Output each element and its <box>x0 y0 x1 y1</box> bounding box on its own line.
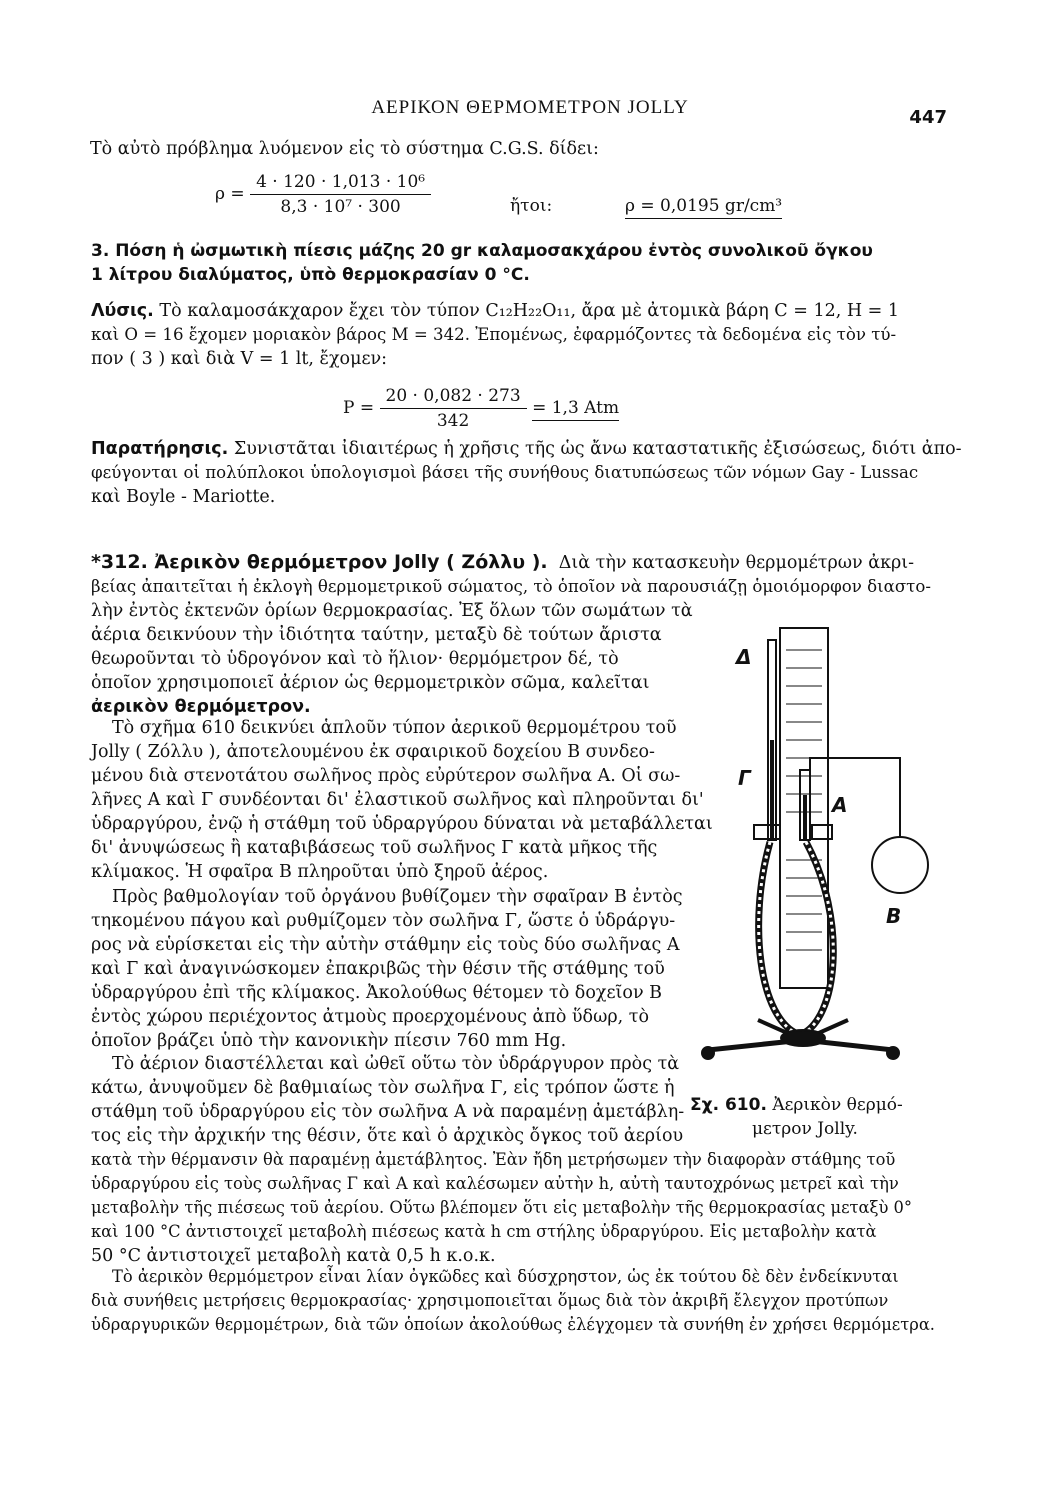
remark-line-3: καὶ Boyle - Mariotte. <box>91 487 276 507</box>
para2-line: ὑδραργύρου, ἐνῷ ἡ στάθμη τοῦ ὑδραργύρου δύναται νὰ μεταβάλλεται <box>91 814 713 834</box>
section-312-line: ὁποῖον χρησιμοποιεῖ ἀέριον ὡς θερμομετρικὸν σῶμα, καλεῖται <box>91 673 650 693</box>
para3-line: ἐντὸς χώρου περιέχοντος ἀτμοὺς προερχομένους ἀπὸ ὕδωρ, τὸ <box>91 1007 649 1027</box>
cgs-fraction <box>250 172 431 217</box>
para4-line: Τὸ ἀέριον διαστέλλεται καὶ ὠθεῖ οὕτω τὸν ὑδράργυρον πρὸς τὰ <box>112 1054 680 1074</box>
cgs-result: ρ = 0,0195 gr/cm³ <box>625 196 782 216</box>
para4-line: κάτω, ἀνυψοῦμεν δὲ βαθμιαίως τὸν σωλῆνα Γ, εἰς τρόπον ὥστε ἡ <box>91 1078 675 1098</box>
problem-3-line-1: 3. Πόση ἡ ὠσμωτικὴ πίεσις μάζης 20 gr καλαμοσακχάρου ἐντὸς συνολικοῦ ὄγκου <box>91 241 873 261</box>
section-312-line: θεωροῦνται τὸ ὑδρογόνον καὶ τὸ ἥλιον· θερμόμετρον δέ, τὸ <box>91 649 619 669</box>
label-b: B <box>886 904 902 928</box>
remark-line-2: φεύγονται οἱ πολύπλοκοι ὑπολογισμοὶ βάσει τῆς συνήθους διατυπώσεως τῶν νόμων Gay - Lussac <box>91 463 919 482</box>
para5-line: διὰ συνήθεις μετρήσεις θερμοκρασίας· χρησιμοποιεῖται ὅμως διὰ τὸν ἀκριβῆ ἔλεγχον προτύπων <box>91 1291 889 1310</box>
label-a: A <box>832 793 848 817</box>
para5-line: Τὸ ἀερικὸν θερμόμετρον εἶναι λίαν ὀγκῶδες καὶ δύσχρηστον, ὡς ἐκ τούτου δὲ δὲν ἐνδείκνυται <box>112 1267 899 1286</box>
para3-line: Πρὸς βαθμολογίαν τοῦ ὀργάνου βυθίζομεν τὴν σφαῖραν B ἐντὸς <box>112 887 683 907</box>
para4-line: τος εἰς τὴν ἀρχικήν της θέσιν, ὅτε καὶ ὁ ἀρχικὸς ὄγκος τοῦ ἀερίου <box>91 1126 684 1146</box>
para3-line: ὁποῖον βράζει ὑπὸ τὴν κανονικὴν πίεσιν 760 mm Hg. <box>91 1031 567 1051</box>
solution-line-3: πον ( 3 ) καὶ διὰ V = 1 lt, ἔχομεν: <box>91 349 388 369</box>
para2-line: Jolly ( Ζόλλυ ), ἀποτελουμένου ἐκ σφαιρικοῦ δοχείου B συνδεο- <box>91 742 655 762</box>
section-312-heading: *312. Ἀερικὸν θερμόμετρον Jolly ( Ζόλλυ ). <box>91 551 548 573</box>
para3-line: ὑδραργύρου ἐπὶ τῆς κλίμακος. Ἀκολούθως θέτομεν τὸ δοχεῖον B <box>91 983 663 1003</box>
section-312-line: ἀέρια δεικνύουν τὴν ἰδιότητα ταύτην, μεταξὺ δὲ τούτων ἄριστα <box>91 625 662 645</box>
jolly-thermometer-figure <box>688 620 933 1080</box>
para3-line: καὶ Γ καὶ ἀναγινώσκομεν ἐπακριβῶς τὴν θέσιν τῆς στάθμης τοῦ <box>91 959 665 979</box>
label-gamma: Γ <box>738 766 751 790</box>
caption-label: Σχ. 610. <box>690 1095 767 1115</box>
solution-numerator: 20 · 0,082 · 273 <box>380 386 527 409</box>
label-delta: Δ <box>736 645 752 669</box>
solution-fraction <box>380 386 527 431</box>
solution-denominator: 342 <box>436 411 470 431</box>
para4-line: κατὰ τὴν θέρμανσιν θὰ παραμένῃ ἀμετάβλητος. Ἐὰν ἤδη μετρήσωμεν τὴν διαφορὰν στάθμης τοῦ <box>91 1150 896 1169</box>
rubber-hose <box>759 842 834 1035</box>
bold-term: ἀερικὸν θερμόμετρον. <box>91 697 311 717</box>
bulb-b <box>872 837 928 893</box>
running-header: ΑΕΡΙΚΟΝ ΘΕΡΜΟΜΕΤΡΟΝ JOLLY <box>371 97 689 118</box>
cgs-equation <box>215 172 431 217</box>
cgs-mid: ἤτοι: <box>510 196 553 216</box>
cgs-lhs: ρ = <box>215 184 245 204</box>
problem-3-line-2: 1 λίτρου διαλύματος, ὑπὸ θερμοκρασίαν 0 °C. <box>91 265 530 285</box>
solution-line-2: καὶ O = 16 ἔχομεν μοριακὸν βάρος M = 342. Ἐπομένως, ἐφαρμόζοντες τὰ δεδομένα εἰς τὸν τύ- <box>91 325 897 344</box>
para3-line: τηκομένου πάγου καὶ ρυθμίζομεν τὸν σωλῆνα Γ, ὥστε ὁ ὑδράργυ- <box>91 911 676 931</box>
solution-result: = 1,3 Atm <box>532 398 619 421</box>
para4-line: στάθμη τοῦ ὑδραργύρου εἰς τὸν σωλῆνα A νὰ παραμένῃ ἀμετάβλη- <box>91 1102 685 1122</box>
cgs-numerator: 4 · 120 · 1,013 · 10⁶ <box>250 172 431 195</box>
cgs-intro: Τὸ αὐτὸ πρόβλημα λυόμενον εἰς τὸ σύστημα C.G.S. δίδει: <box>90 139 599 159</box>
solution-line-1: Λύσις. Τὸ καλαμοσάκχαρον ἔχει τὸν τύπον C₁₂H₂₂O₁₁, ἄρα μὲ ἀτομικὰ βάρη C = 12, H = 1 <box>91 301 900 321</box>
section-312-heading-line: *312. Ἀερικὸν θερμόμετρον Jolly ( Ζόλλυ ). Διὰ τὴν κατασκευὴν θερμομέτρων ἀκρι- <box>91 551 915 573</box>
para2-line: κλίμακος. Ἡ σφαῖρα B πληροῦται ὑπὸ ξηροῦ ἀέρος. <box>91 862 549 882</box>
para3-line: ρος νὰ εὑρίσκεται εἰς τὴν αὐτὴν στάθμην εἰς τοὺς δύο σωλῆνας A <box>91 935 680 955</box>
para2-line: Τὸ σχῆμα 610 δεικνύει ἁπλοῦν τύπον ἀερικοῦ θερμομέτρου τοῦ <box>112 718 677 738</box>
para4-line: ὑδραργύρου εἰς τοὺς σωλῆνας Γ καὶ A καὶ καλέσωμεν αὐτὴν h, αὐτὴ ταυτοχρόνως μετρεῖ καὶ τὴν <box>91 1174 899 1193</box>
section-312-line: βείας ἀπαιτεῖται ἡ ἐκλογὴ θερμομετρικοῦ σώματος, τὸ ὁποῖον νὰ παρουσιάζῃ ὁμοιόμορφον διαστο- <box>91 577 931 596</box>
para2-line: μένου διὰ στενοτάτου σωλῆνος πρὸς εὐρύτερον σωλῆνα A. Οἱ σω- <box>91 766 681 786</box>
remark-line-1: Παρατήρησις. Συνιστᾶται ἰδιαιτέρως ἡ χρῆσις τῆς ὡς ἄνω καταστατικῆς ἐξισώσεως, διότι ἀπο- <box>91 439 962 459</box>
page-number: 447 <box>909 107 947 128</box>
para4-line: 50 °C ἀντιστοιχεῖ μεταβολὴ κατὰ 0,5 h κ.ο.κ. <box>91 1246 496 1266</box>
cgs-denominator: 8,3 · 10⁷ · 300 <box>280 197 401 217</box>
para2-line: λῆνες A καὶ Γ συνδέονται δι' ἐλαστικοῦ σωλῆνος καὶ πληροῦνται δι' <box>91 790 704 810</box>
para4-line: καὶ 100 °C ἀντιστοιχεῖ μεταβολὴ πιέσεως κατὰ h cm στήλης ὑδραργύρου. Εἰς μεταβολὴν κατὰ <box>91 1222 877 1241</box>
section-312-line: λὴν ἐντὸς ἐκτενῶν ὁρίων θερμοκρασίας. Ἐξ ὅλων τῶν σωμάτων τὰ <box>91 601 693 621</box>
solution-lhs: P = <box>343 398 375 418</box>
para2-line: δι' ἀνυψώσεως ἢ καταβιβάσεως τοῦ σωλῆνος Γ κατὰ μῆκος τῆς <box>91 838 658 858</box>
para4-line: μεταβολὴν τῆς πιέσεως τοῦ ἀερίου. Οὕτω βλέπομεν ὅτι εἰς μεταβολὴν τῆς θερμοκρασίας μεταξὺ 0° <box>91 1198 913 1217</box>
caption-line-2: μετρον Jolly. <box>752 1119 858 1139</box>
para5-line: ὑδραργυρικῶν θερμομέτρων, διὰ τῶν ὁποίων ἀκολούθως ἐλέγχομεν τὰ συνήθη ἐν χρήσει θερμόμετρα. <box>91 1315 935 1334</box>
figure-caption: Σχ. 610. Ἀερικὸν θερμό- μετρον Jolly. <box>690 1095 903 1139</box>
solution-equation <box>343 386 619 431</box>
